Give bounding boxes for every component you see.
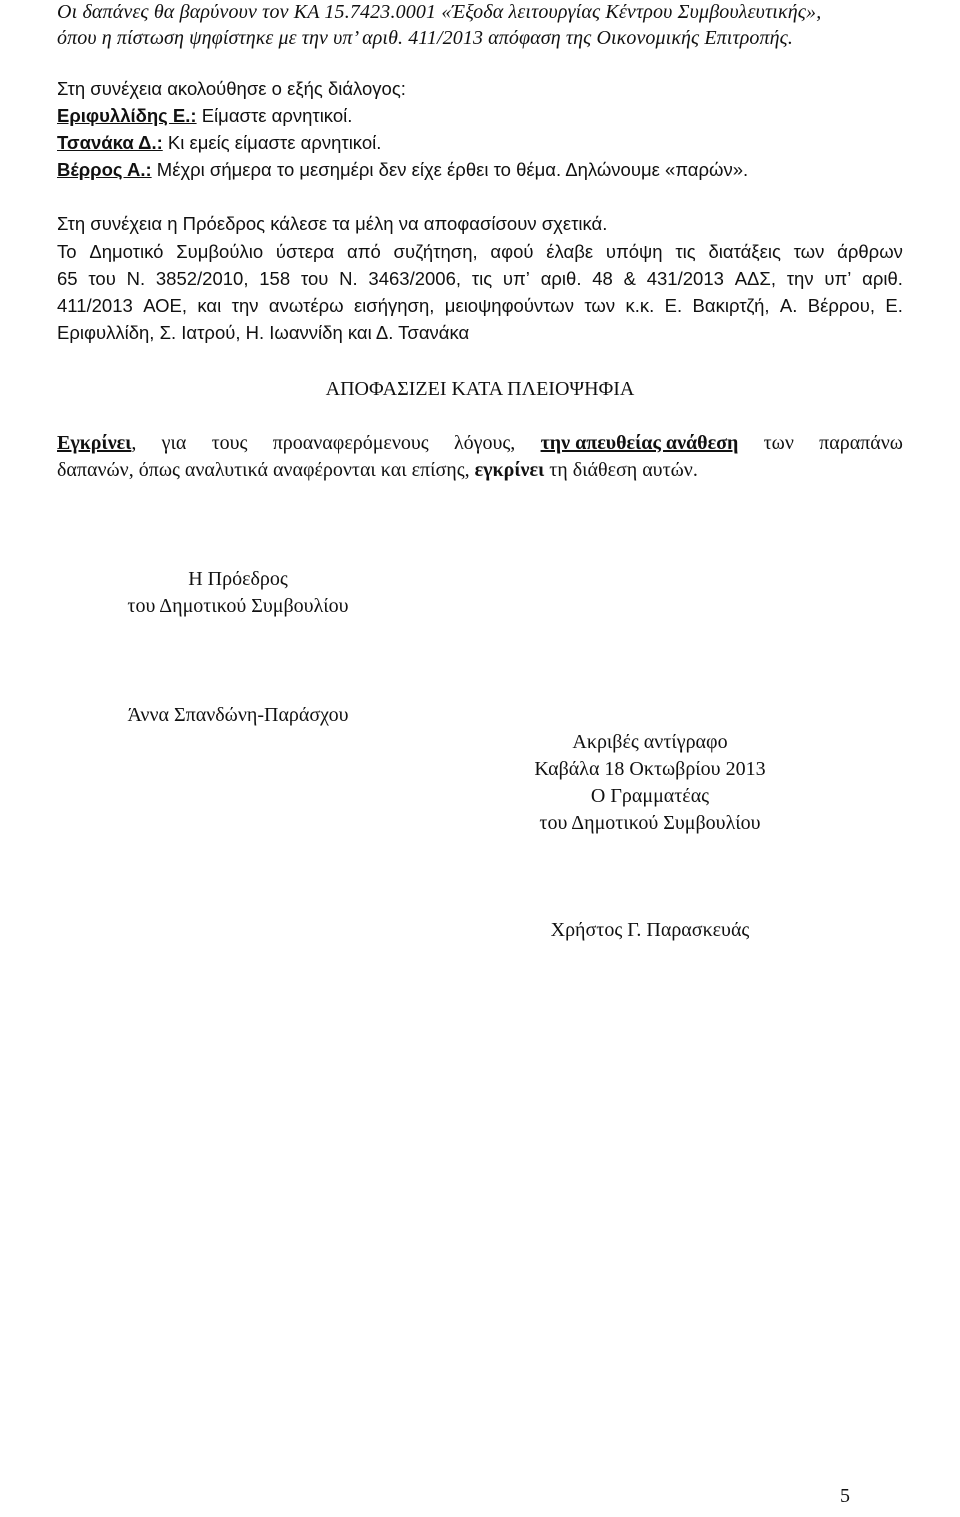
speaker-name: Βέρρος Α.: [57,159,152,180]
word: ΑΟΕ, [143,295,188,316]
word: υπόψη [605,241,663,262]
copy-certification-label: Ακριβές αντίγραφο [572,731,728,753]
word: Βέρρου, [807,295,875,316]
word: για [161,432,187,454]
word: και [197,295,222,316]
word: Συμβούλιο [176,241,264,262]
dialogue-intro: Στη συνέχεια ακολούθησε ο εξής διάλογος: [57,78,406,99]
word: ΑΔΣ, [734,268,776,289]
decision-line-2 [57,458,698,482]
decision-text: δαπανών, όπως αναλυτικά αναφέρονται και επίσης, [57,459,475,481]
word: προαναφερόμενους [272,432,429,454]
approves-word: Εγκρίνει [57,432,132,454]
word: Δημοτικό [89,241,164,262]
word: 65 [57,268,78,289]
word: έλαβε [546,241,594,262]
word: ύστερα [275,241,335,262]
word: διατάξεις [708,241,781,262]
word: ανωτέρω [268,295,344,316]
speaker-statement: Είμαστε αρνητικοί. [196,105,353,126]
word: αφού [490,241,534,262]
secretary-council-title: του Δημοτικού Συμβουλίου [539,812,761,834]
budget-code-line-1: Οι δαπάνες θα βαρύνουν τον ΚΑ 15.7423.0001 «Έξοδα λειτουργίας Κέντρου Συμβουλευτικής», [57,1,822,23]
word: 3852/2010, [155,268,249,289]
speaker-statement: Μέχρι σήμερα το μεσημέρι δεν είχε έρθει το θέμα. Δηλώνουμε «παρών». [151,159,749,180]
word: Βακιρτζή, [692,295,770,316]
word: την [231,295,259,316]
decision-text: τη διάθεση αυτών. [544,459,698,481]
word: των [584,295,616,316]
secretary-name: Χρήστος Γ. Παρασκευάς [550,919,750,941]
approves-word: εγκρίνει [474,459,545,481]
copy-certification-date: Καβάλα 18 Οκτωβρίου 2013 [534,758,766,780]
word: Ε. [664,295,683,316]
word: αριθ. [862,268,903,289]
speaker-name: Τσανάκα Δ.: [57,132,163,153]
word: Α. [779,295,798,316]
word: 431/2013 [646,268,724,289]
word: , [131,432,137,454]
word: λόγους, [453,432,516,454]
word: & [623,268,636,289]
word: 158 [259,268,291,289]
word: τις [471,268,493,289]
president-title: Η Πρόεδρος [188,568,288,590]
president-name: Άννα Σπανδώνη-Παράσχου [127,704,349,726]
word: από [347,241,381,262]
budget-code-line-2: όπου η πίστωση ψηφίστηκε με την υπ’ αριθ. 411/2013 απόφαση της Οικονομικής Επιτροπής. [57,27,793,49]
council-paragraph-line [57,240,903,264]
word: 3463/2006, [368,268,462,289]
word: παραπάνω [819,432,903,454]
word: τις [675,241,696,262]
word: υπ’ [824,268,852,289]
word: Ε. [885,295,903,316]
council-paragraph-line [57,267,903,291]
word: αριθ. [540,268,582,289]
dialogue-entry [57,104,352,128]
word: 48 [592,268,613,289]
word: τους [211,432,248,454]
word: του [300,268,329,289]
word: Ν. [126,268,146,289]
word: συζήτηση, [393,241,478,262]
word: άρθρων [837,241,903,262]
council-paragraph-line [57,294,903,318]
direct-award-phrase: την απευθείας ανάθεση [540,432,739,454]
word: των [763,432,794,454]
word: μειοψηφούντων [444,295,574,316]
word: 411/2013 [57,295,133,316]
president-council-title: του Δημοτικού Συμβουλίου [127,595,349,617]
vote-call-text: Στη συνέχεια η Πρόεδρος κάλεσε τα μέλη να αποφασίσουν σχετικά. [57,213,608,234]
speaker-name: Εριφυλλίδης Ε.: [57,105,197,126]
council-paragraph-last-line: Εριφυλλίδη, Σ. Ιατρού, Η. Ιωαννίδη και Δ. Τσανάκα [57,322,470,343]
word: του [88,268,116,289]
word: εισήγηση, [353,295,435,316]
speaker-statement: Κι εμείς είμαστε αρνητικοί. [162,132,382,153]
dialogue-entry [57,131,381,155]
decision-approves-phrase [57,431,136,455]
word: Το [57,241,77,262]
decision-line-1 [57,431,903,455]
page-number: 5 [840,1485,850,1507]
word: Ν. [339,268,358,289]
word: την [786,268,814,289]
secretary-title: Ο Γραμματέας [590,785,710,807]
word: υπ’ [502,268,530,289]
decision-heading: ΑΠΟΦΑΣΙΖΕΙ ΚΑΤΑ ΠΛΕΙΟΨΗΦΙΑ [325,378,635,400]
word: των [793,241,825,262]
word: κ.κ. [625,295,655,316]
dialogue-entry [57,158,748,182]
